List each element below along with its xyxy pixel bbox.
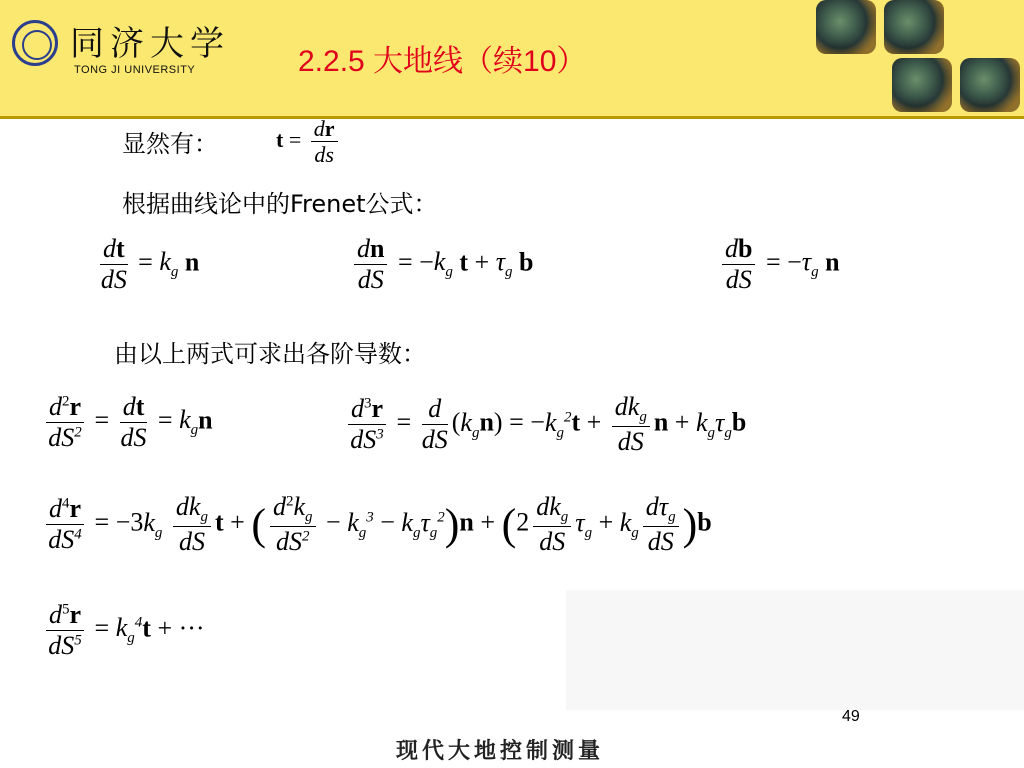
slide-title: 2.2.5 大地线（续10） [298,45,587,78]
second-derivative-eq: $\frac{d^2r}{dS^2}$ = $\frac{dt}{dS}$ = $k_gn$ [42,392,213,453]
fifth-derivative-eq: $\frac{d^5r}{dS^5}$ = $k_g^4t$ + ··· [42,600,205,661]
university-seal-icon [12,20,58,66]
statement-label: 显然有： [122,130,218,158]
frenet-eq-3: $\frac{db}{dS}$ = $-\tau_g$ n [718,234,840,295]
course-footer: 现代大地控制测量 [396,739,605,764]
globe-icon [892,58,952,112]
equation-t: t = $\frac{dr}{ds}$ [276,116,342,168]
globe-icon [960,58,1020,112]
globe-icon [816,0,876,54]
logo-english: TONG JI UNIVERSITY [74,64,196,76]
logo-chinese: 同济大学 [70,24,230,64]
derivatives-intro: 由以上两式可求出各阶导数： [114,340,426,368]
frenet-eq-1: $\frac{dt}{dS}$ = $k_g$ n [100,234,200,294]
frenet-intro: 根据曲线论中的Frenet公式： [122,190,438,218]
background-panel [566,590,1024,710]
header-band [0,0,1024,119]
third-derivative-eq: $\frac{d^3r}{dS^3}$ = $\frac{d}{dS}$ $(k_gn) = -k_g^2t$ + $\frac{dk_g}{dS}$ $n + k_g\tau_gb$ [344,392,746,457]
page-number: 49 [842,708,860,725]
frenet-eq-2: $\frac{dn}{dS}$ = $-k_g$ $t + \tau_g$ b [350,234,533,295]
fourth-derivative-eq: $\frac{d^4r}{dS^4}$ = $-3k_g$ $\frac{dk_g}{dS}$ t + ( $\frac{d^2k_g}{dS^2}$ − $k_g^3 - k_g\tau_g^2)n + (2$ $\frac{dk_g}{dS}$ $\tau_g + k_g$ $\frac{d\tau_g}{dS}$ )b [42,492,712,557]
globe-icon [884,0,944,54]
